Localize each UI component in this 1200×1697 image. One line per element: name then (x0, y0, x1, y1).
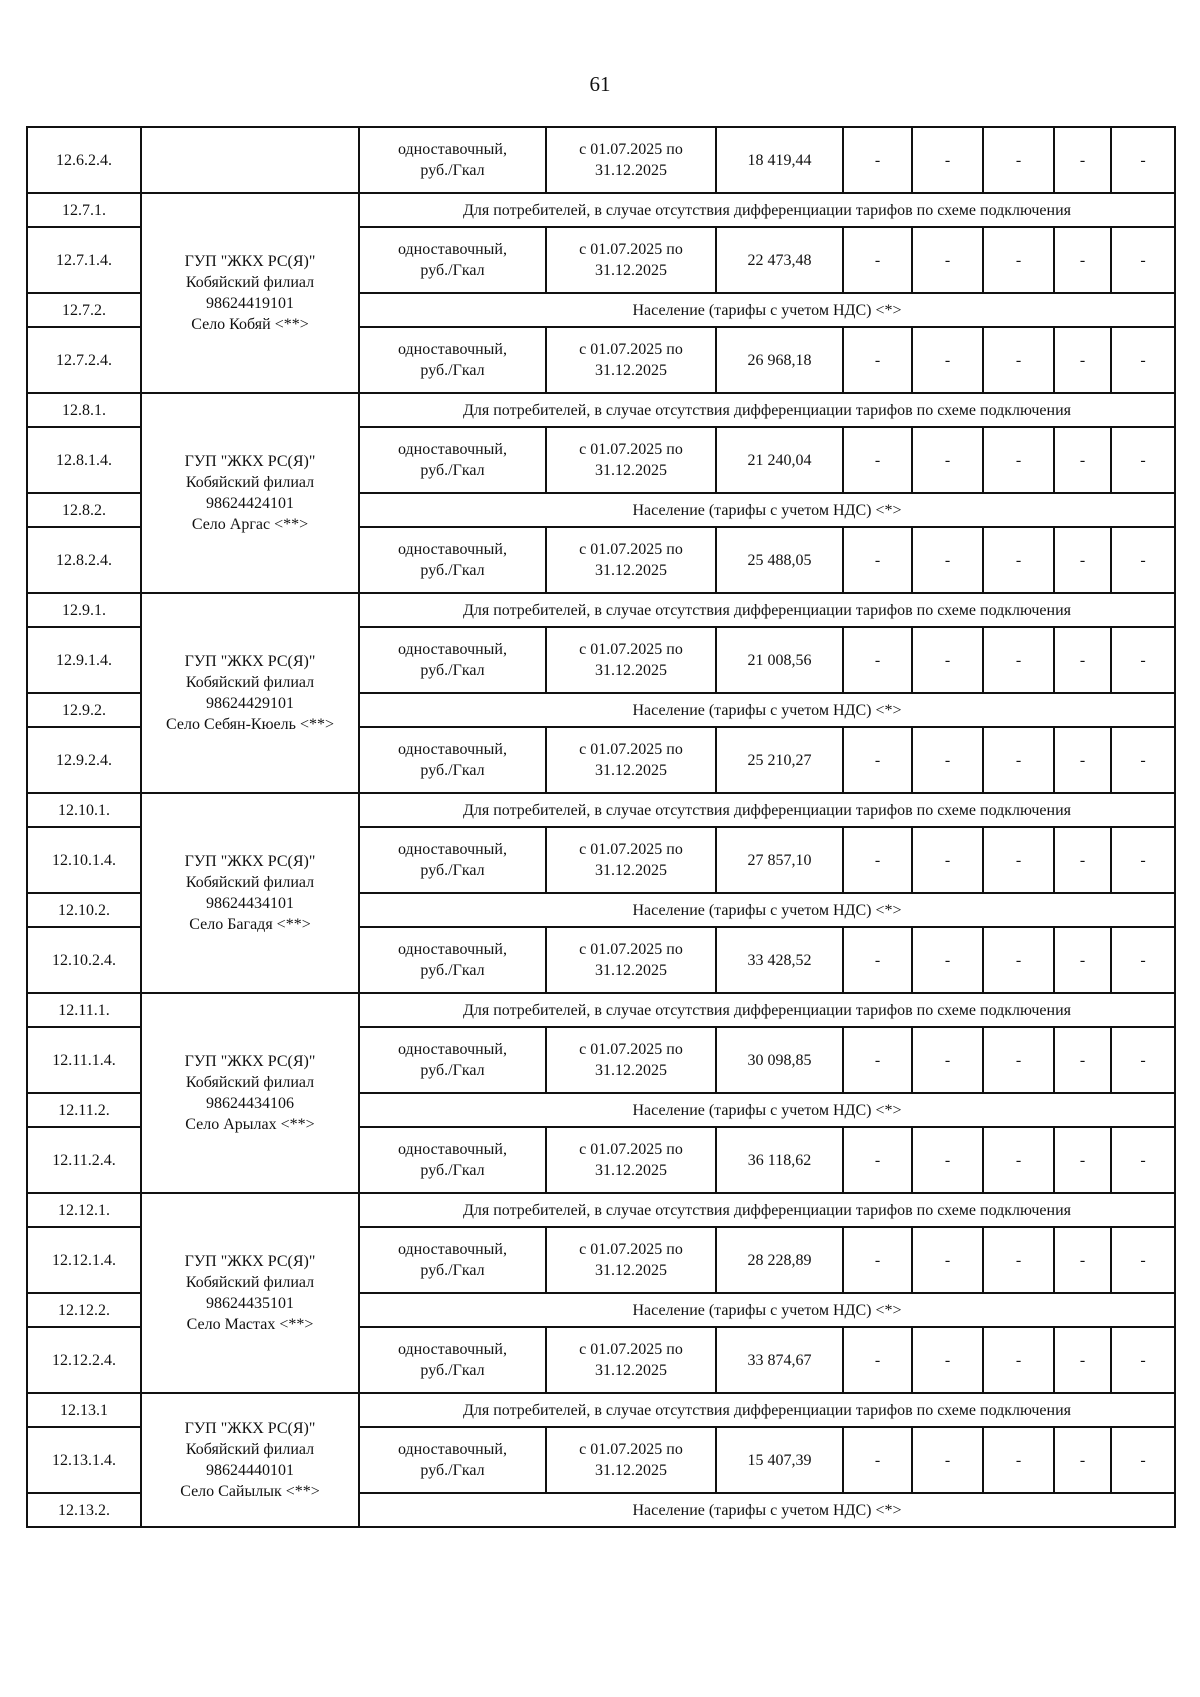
section-title: Население (тарифы с учетом НДС) <*> (359, 1093, 1175, 1127)
organization-line: 98624440101 (206, 1462, 294, 1479)
organization-line: Кобяйский филиал (185, 474, 315, 491)
tariff-period-text: с 01.07.2025 по 31.12.2025 (579, 441, 683, 479)
empty-value-dash: - (912, 1427, 983, 1493)
tariff-period-text: с 01.07.2025 по 31.12.2025 (579, 1241, 683, 1279)
organization-line: Село Мастах <**> (186, 1316, 314, 1333)
tariff-type (359, 327, 546, 393)
tariff-period (546, 327, 716, 393)
tariff-type-text: одноставочный, руб./Гкал (398, 1241, 507, 1279)
tariff-period (546, 1227, 716, 1293)
organization-line: ГУП "ЖКХ РС(Я)" (184, 853, 316, 870)
empty-value-dash: - (1111, 1127, 1175, 1193)
empty-value-dash: - (983, 1427, 1054, 1493)
tariff-period (546, 627, 716, 693)
empty-value-dash: - (1054, 727, 1111, 793)
section-title: Для потребителей, в случае отсутствия дифференциации тарифов по схеме подключения (359, 593, 1175, 627)
tariff-value: 26 968,18 (716, 327, 843, 393)
empty-value-dash: - (1111, 427, 1175, 493)
organization-line: Село Багадя <**> (189, 916, 311, 933)
empty-value-dash: - (912, 1327, 983, 1393)
empty-value-dash: - (843, 1327, 912, 1393)
empty-value-dash: - (1111, 1027, 1175, 1093)
organization-cell (141, 793, 359, 993)
empty-value-dash: - (983, 927, 1054, 993)
section-title: Для потребителей, в случае отсутствия дифференциации тарифов по схеме подключения (359, 1193, 1175, 1227)
row-id: 12.7.1.4. (27, 227, 141, 293)
row-id: 12.11.1. (27, 993, 141, 1027)
row-id: 12.10.2.4. (27, 927, 141, 993)
tariff-value: 33 874,67 (716, 1327, 843, 1393)
empty-value-dash: - (1054, 327, 1111, 393)
tariff-type-text: одноставочный, руб./Гкал (398, 841, 507, 879)
section-title: Для потребителей, в случае отсутствия дифференциации тарифов по схеме подключения (359, 793, 1175, 827)
organization-line: Село Арылах <**> (185, 1116, 315, 1133)
empty-value-dash: - (843, 727, 912, 793)
tariff-period (546, 127, 716, 193)
tariff-value: 22 473,48 (716, 227, 843, 293)
tariff-type (359, 527, 546, 593)
row-id: 12.11.1.4. (27, 1027, 141, 1093)
tariff-period-text: с 01.07.2025 по 31.12.2025 (579, 141, 683, 179)
organization-line: ГУП "ЖКХ РС(Я)" (184, 1053, 316, 1070)
tariff-type-text: одноставочный, руб./Гкал (398, 441, 507, 479)
empty-value-dash: - (843, 127, 912, 193)
tariff-value: 27 857,10 (716, 827, 843, 893)
tariff-period (546, 1127, 716, 1193)
empty-value-dash: - (1111, 627, 1175, 693)
section-title: Население (тарифы с учетом НДС) <*> (359, 293, 1175, 327)
empty-value-dash: - (983, 627, 1054, 693)
tariff-type-text: одноставочный, руб./Гкал (398, 1441, 507, 1479)
row-id: 12.11.2. (27, 1093, 141, 1127)
tariff-period-text: с 01.07.2025 по 31.12.2025 (579, 1141, 683, 1179)
empty-value-dash: - (912, 827, 983, 893)
empty-value-dash: - (843, 327, 912, 393)
section-header-row (27, 993, 1175, 1027)
tariff-period (546, 1327, 716, 1393)
tariff-type (359, 427, 546, 493)
empty-value-dash: - (843, 527, 912, 593)
tariff-type (359, 627, 546, 693)
empty-value-dash: - (983, 727, 1054, 793)
empty-value-dash: - (1111, 927, 1175, 993)
empty-value-dash: - (1111, 1227, 1175, 1293)
section-header-row (27, 793, 1175, 827)
tariff-type-text: одноставочный, руб./Гкал (398, 241, 507, 279)
empty-value-dash: - (1054, 1127, 1111, 1193)
section-title: Население (тарифы с учетом НДС) <*> (359, 1293, 1175, 1327)
empty-value-dash: - (1111, 1427, 1175, 1493)
table-body (27, 127, 1175, 1527)
tariff-type (359, 727, 546, 793)
organization-line: Село Себян-Кюель <**> (166, 716, 334, 733)
tariff-table (26, 126, 1176, 1528)
section-title: Население (тарифы с учетом НДС) <*> (359, 893, 1175, 927)
section-title: Для потребителей, в случае отсутствия дифференциации тарифов по схеме подключения (359, 193, 1175, 227)
tariff-period (546, 227, 716, 293)
section-title: Население (тарифы с учетом НДС) <*> (359, 1493, 1175, 1527)
tariff-value: 21 240,04 (716, 427, 843, 493)
empty-value-dash: - (912, 727, 983, 793)
organization-line: ГУП "ЖКХ РС(Я)" (184, 653, 316, 670)
empty-value-dash: - (1111, 727, 1175, 793)
empty-value-dash: - (912, 227, 983, 293)
row-id: 12.7.2. (27, 293, 141, 327)
empty-value-dash: - (1054, 1027, 1111, 1093)
empty-value-dash: - (912, 1227, 983, 1293)
tariff-period-text: с 01.07.2025 по 31.12.2025 (579, 641, 683, 679)
organization-line: Кобяйский филиал (185, 1274, 315, 1291)
organization-line: ГУП "ЖКХ РС(Я)" (184, 1420, 316, 1437)
row-id: 12.11.2.4. (27, 1127, 141, 1193)
row-id: 12.9.1.4. (27, 627, 141, 693)
tariff-type (359, 927, 546, 993)
empty-value-dash: - (1054, 627, 1111, 693)
row-id: 12.8.2.4. (27, 527, 141, 593)
row-id: 12.7.1. (27, 193, 141, 227)
empty-value-dash: - (912, 127, 983, 193)
organization-line: Кобяйский филиал (185, 1441, 315, 1458)
organization-line: Кобяйский филиал (185, 874, 315, 891)
row-id: 12.9.1. (27, 593, 141, 627)
organization-line: 98624429101 (206, 695, 294, 712)
tariff-type-text: одноставочный, руб./Гкал (398, 741, 507, 779)
row-id: 12.10.1.4. (27, 827, 141, 893)
tariff-type (359, 227, 546, 293)
tariff-value: 15 407,39 (716, 1427, 843, 1493)
organization-cell (141, 593, 359, 793)
row-id: 12.12.2.4. (27, 1327, 141, 1393)
organization-line: Кобяйский филиал (185, 1074, 315, 1091)
empty-value-dash: - (843, 1027, 912, 1093)
organization-line: 98624435101 (206, 1295, 294, 1312)
tariff-type (359, 127, 546, 193)
tariff-value: 28 228,89 (716, 1227, 843, 1293)
row-id: 12.12.2. (27, 1293, 141, 1327)
tariff-period-text: с 01.07.2025 по 31.12.2025 (579, 1041, 683, 1079)
section-title: Для потребителей, в случае отсутствия дифференциации тарифов по схеме подключения (359, 993, 1175, 1027)
tariff-type (359, 1427, 546, 1493)
empty-value-dash: - (1111, 327, 1175, 393)
empty-value-dash: - (1054, 227, 1111, 293)
row-id: 12.8.2. (27, 493, 141, 527)
row-id: 12.10.1. (27, 793, 141, 827)
empty-value-dash: - (912, 327, 983, 393)
tariff-value: 18 419,44 (716, 127, 843, 193)
tariff-type (359, 1327, 546, 1393)
tariff-value: 30 098,85 (716, 1027, 843, 1093)
empty-value-dash: - (1111, 227, 1175, 293)
empty-value-dash: - (1054, 427, 1111, 493)
empty-value-dash: - (1054, 1227, 1111, 1293)
tariff-row (27, 127, 1175, 193)
tariff-value: 33 428,52 (716, 927, 843, 993)
row-id: 12.9.2.4. (27, 727, 141, 793)
organization-line: ГУП "ЖКХ РС(Я)" (184, 253, 316, 270)
section-title: Для потребителей, в случае отсутствия дифференциации тарифов по схеме подключения (359, 1393, 1175, 1427)
tariff-period (546, 1027, 716, 1093)
tariff-type-text: одноставочный, руб./Гкал (398, 141, 507, 179)
empty-value-dash: - (1054, 827, 1111, 893)
page-number: 61 (589, 72, 611, 96)
organization-line: Кобяйский филиал (185, 274, 315, 291)
row-id: 12.7.2.4. (27, 327, 141, 393)
row-id: 12.13.1.4. (27, 1427, 141, 1493)
empty-value-dash: - (843, 227, 912, 293)
empty-value-dash: - (983, 1227, 1054, 1293)
empty-value-dash: - (1111, 1327, 1175, 1393)
empty-value-dash: - (843, 1227, 912, 1293)
empty-value-dash: - (912, 527, 983, 593)
organization-line: Кобяйский филиал (185, 674, 315, 691)
tariff-type (359, 1027, 546, 1093)
empty-value-dash: - (983, 1027, 1054, 1093)
tariff-type-text: одноставочный, руб./Гкал (398, 941, 507, 979)
tariff-period (546, 927, 716, 993)
tariff-type-text: одноставочный, руб./Гкал (398, 1341, 507, 1379)
row-id: 12.12.1.4. (27, 1227, 141, 1293)
row-id: 12.9.2. (27, 693, 141, 727)
organization-line: Село Аргас <**> (191, 516, 309, 533)
empty-value-dash: - (1054, 1327, 1111, 1393)
empty-value-dash: - (912, 427, 983, 493)
empty-value-dash: - (843, 927, 912, 993)
tariff-type-text: одноставочный, руб./Гкал (398, 1141, 507, 1179)
organization-cell (141, 1193, 359, 1393)
tariff-type (359, 1127, 546, 1193)
tariff-type (359, 827, 546, 893)
tariff-period (546, 727, 716, 793)
section-header-row (27, 393, 1175, 427)
tariff-period-text: с 01.07.2025 по 31.12.2025 (579, 241, 683, 279)
row-id: 12.8.1. (27, 393, 141, 427)
empty-value-dash: - (983, 427, 1054, 493)
empty-value-dash: - (983, 1127, 1054, 1193)
organization-line: Село Сайылык <**> (180, 1483, 320, 1500)
empty-value-dash: - (912, 627, 983, 693)
section-title: Население (тарифы с учетом НДС) <*> (359, 693, 1175, 727)
empty-value-dash: - (1054, 1427, 1111, 1493)
section-header-row (27, 1393, 1175, 1427)
empty-value-dash: - (843, 627, 912, 693)
empty-value-dash: - (912, 1127, 983, 1193)
tariff-type (359, 1227, 546, 1293)
organization-line: 98624419101 (206, 295, 294, 312)
section-header-row (27, 1193, 1175, 1227)
organization-line: Село Кобяй <**> (191, 316, 309, 333)
empty-value-dash: - (843, 1127, 912, 1193)
empty-value-dash: - (983, 1327, 1054, 1393)
tariff-period-text: с 01.07.2025 по 31.12.2025 (579, 1441, 683, 1479)
organization-line: 98624434106 (206, 1095, 294, 1112)
organization-line: ГУП "ЖКХ РС(Я)" (184, 1253, 316, 1270)
empty-value-dash: - (1111, 127, 1175, 193)
empty-value-dash: - (1054, 927, 1111, 993)
tariff-type-text: одноставочный, руб./Гкал (398, 1041, 507, 1079)
row-id: 12.6.2.4. (27, 127, 141, 193)
organization-cell-empty (141, 127, 359, 193)
empty-value-dash: - (1054, 527, 1111, 593)
empty-value-dash: - (843, 827, 912, 893)
organization-line: 98624424101 (206, 495, 294, 512)
organization-line: ГУП "ЖКХ РС(Я)" (184, 453, 316, 470)
tariff-period-text: с 01.07.2025 по 31.12.2025 (579, 541, 683, 579)
tariff-value: 21 008,56 (716, 627, 843, 693)
empty-value-dash: - (983, 227, 1054, 293)
organization-cell (141, 1393, 359, 1527)
section-title: Для потребителей, в случае отсутствия дифференциации тарифов по схеме подключения (359, 393, 1175, 427)
tariff-type-text: одноставочный, руб./Гкал (398, 341, 507, 379)
tariff-period (546, 827, 716, 893)
section-header-row (27, 593, 1175, 627)
tariff-value: 25 488,05 (716, 527, 843, 593)
empty-value-dash: - (912, 1027, 983, 1093)
tariff-period-text: с 01.07.2025 по 31.12.2025 (579, 841, 683, 879)
row-id: 12.13.2. (27, 1493, 141, 1527)
organization-line: 98624434101 (206, 895, 294, 912)
empty-value-dash: - (983, 127, 1054, 193)
organization-cell (141, 393, 359, 593)
row-id: 12.10.2. (27, 893, 141, 927)
section-header-row (27, 193, 1175, 227)
row-id: 12.12.1. (27, 1193, 141, 1227)
empty-value-dash: - (843, 1427, 912, 1493)
empty-value-dash: - (1111, 527, 1175, 593)
tariff-period-text: с 01.07.2025 по 31.12.2025 (579, 341, 683, 379)
empty-value-dash: - (1054, 127, 1111, 193)
tariff-period-text: с 01.07.2025 по 31.12.2025 (579, 1341, 683, 1379)
tariff-period-text: с 01.07.2025 по 31.12.2025 (579, 941, 683, 979)
tariff-period (546, 1427, 716, 1493)
tariff-period-text: с 01.07.2025 по 31.12.2025 (579, 741, 683, 779)
empty-value-dash: - (983, 327, 1054, 393)
empty-value-dash: - (1111, 827, 1175, 893)
tariff-type-text: одноставочный, руб./Гкал (398, 541, 507, 579)
empty-value-dash: - (983, 527, 1054, 593)
row-id: 12.8.1.4. (27, 427, 141, 493)
empty-value-dash: - (912, 927, 983, 993)
empty-value-dash: - (983, 827, 1054, 893)
tariff-period (546, 527, 716, 593)
organization-cell (141, 993, 359, 1193)
organization-cell (141, 193, 359, 393)
row-id: 12.13.1 (27, 1393, 141, 1427)
tariff-period (546, 427, 716, 493)
tariff-value: 36 118,62 (716, 1127, 843, 1193)
tariff-type-text: одноставочный, руб./Гкал (398, 641, 507, 679)
tariff-value: 25 210,27 (716, 727, 843, 793)
empty-value-dash: - (843, 427, 912, 493)
section-title: Население (тарифы с учетом НДС) <*> (359, 493, 1175, 527)
